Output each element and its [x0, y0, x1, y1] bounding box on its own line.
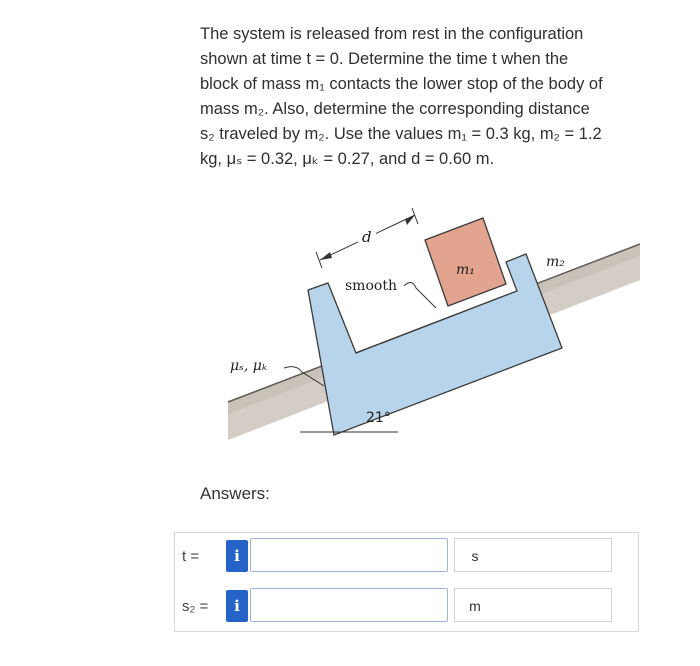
t-unit-box: [454, 538, 612, 572]
problem-line: shown at time t = 0. Determine the time t when the: [200, 50, 569, 68]
answer-row-t: [176, 536, 616, 580]
friction-label: μₛ, μₖ: [230, 358, 267, 374]
problem-line: The system is released from rest in the configuration: [200, 25, 584, 43]
t-label: t =: [182, 548, 200, 565]
problem-line: kg, μₛ = 0.32, μₖ = 0.27, and d = 0.60 m.: [200, 150, 495, 168]
smooth-leader: [404, 282, 436, 308]
s2-unit-box: [454, 588, 612, 622]
diagram-svg: [200, 190, 640, 450]
t-unit: s: [471, 548, 479, 564]
s2-label: s₂ =: [182, 598, 209, 615]
s2-unit: m: [469, 598, 481, 614]
angle-label: 21°: [366, 410, 391, 426]
problem-line: block of mass m₁ contacts the lower stop of the body of: [200, 75, 603, 93]
problem-line: s₂ traveled by m₂. Use the values m₁ = 0.3 kg, m₂ = 1.2: [200, 125, 602, 143]
m2-label: m₂: [546, 254, 565, 270]
incline-diagram: [200, 190, 640, 450]
m1-label: m₁: [456, 262, 475, 278]
s2-info-button[interactable]: i: [226, 590, 248, 622]
s2-input[interactable]: [250, 588, 448, 622]
d-label: d: [362, 228, 372, 246]
problem-statement: [200, 22, 650, 172]
d-arrowhead-left: [320, 252, 332, 260]
smooth-label: smooth: [345, 278, 397, 294]
problem-line: mass m₂. Also, determine the corresponding distance: [200, 100, 590, 118]
t-info-button[interactable]: i: [226, 540, 248, 572]
answers-heading: Answers:: [200, 484, 270, 503]
answer-row-s2: [176, 586, 616, 630]
t-input[interactable]: [250, 538, 448, 572]
d-arrowhead-right: [405, 215, 415, 225]
